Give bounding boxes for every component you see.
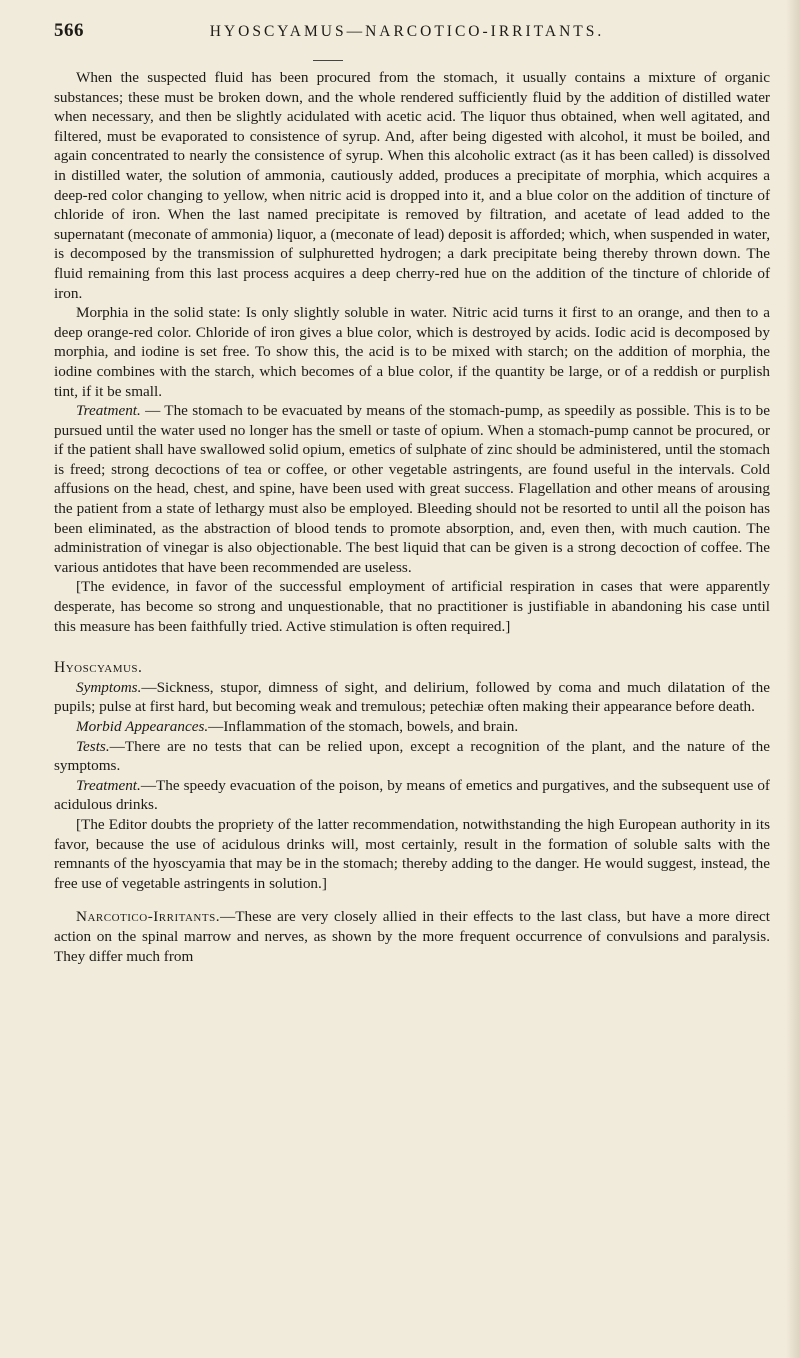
paragraph-hyoscyamus-treatment [54, 776, 770, 815]
treatment-text: — The stomach to be evacuated by means of the stomach-pump, as speedily as possible. This is to be pursued until the water used no longer has the smell or taste of opium. When a stomach-pump cannot be procured, or if the patient shall have swallowed solid opium, emetics of sulphate of zinc should be administered, until the stomach is freed; strong decoctions of tea or coffee, or other vegetable astringents, are found useful in the intervals. Cold affusions on the head, chest, and spine, have been used with great success. Flagellation and other means of arousing the patient from a state of lethargy must also be employed. Bleeding should not be resorted to until all the poison has been eliminated, as the abstraction of blood tends to promote absorption, and, even then, with much caution. The administration of vinegar is also objectionable. The best liquid that can be given is a strong decoction of coffee. The various antidotes that have been recommended are useless. [54, 402, 770, 576]
running-head: HYOSCYAMUS—NARCOTICO-IRRITANTS. [209, 23, 605, 40]
header-ornament-rule [313, 60, 343, 61]
page-edge-stain [786, 0, 800, 1358]
page-number: 566 [54, 20, 84, 41]
paragraph-tests [54, 737, 770, 776]
morbid-label: Morbid Appearances. [76, 718, 209, 735]
paragraph-artificial-respiration: [The evidence, in favor of the successful employment of artificial respiration in cases that were apparently desperate, has become so strong and unquestionable, that no practitioner is justifiable in abandoning his case until this measure has been faithfully tried. Active stimulation is often required.] [54, 578, 770, 635]
paragraph-symptoms [54, 678, 770, 717]
morbid-text: —Inflammation of the stomach, bowels, and brain. [208, 718, 519, 735]
paragraph-narcotico-irritants [54, 907, 770, 966]
hyoscyamus-treatment-label: Treatment. [76, 776, 141, 794]
paragraph-editor-note: [The Editor doubts the propriety of the latter recommendation, notwithstanding the high European authority in its favor, because the use of acidulous drinks will, most certainly, result in the formation of soluble salts with the remnants of the hyoscyamia that may be in the stomach; thereby adding to the danger. He would suggest, instead, the free use of vegetable astringents in solution.] [54, 815, 770, 892]
page-header [54, 20, 760, 52]
narcotico-text: —These are very closely allied in their effects to the last class, but have a more direct action on the spinal marrow and nerves, as shown by the more frequent occurrence of convulsions and paralysis. They differ much from [54, 908, 770, 965]
paragraph-morphia-solid: Morphia in the solid state: Is only slightly soluble in water. Nitric acid turns it first to an orange, and then to a deep orange-red color. Chloride of iron gives a blue color, which is destroyed by acids. Iodic acid is decomposed by morphia, and iodine is set free. To show this, the acid is to be mixed with starch; on the addition of morphia, the iodine combines with the starch, which becomes of a blue color, if the quantity be large, or of a reddish or purplish tint, if it be small. [54, 304, 770, 400]
paragraph-opium-treatment [54, 401, 770, 577]
treatment-label: Treatment. [76, 402, 141, 420]
page-body [54, 68, 770, 966]
section-title-hyoscyamus: Hyoscyamus. [54, 659, 143, 677]
symptoms-text: —Sickness, stupor, dimness of sight, and delirium, followed by coma and much dilatation of the pupils; pulse at first hard, but becoming weak and tremulous; petechiæ often making their appearance before death. [54, 678, 770, 716]
paragraph-detection-procedure: When the suspected fluid has been procured from the stomach, it usually contains a mixture of organic substances; these must be broken down, and the whole rendered sufficiently fluid by the addition of distilled water when necessary, and then be slightly acidulated with acetic acid. The liquor thus obtained, when well agitated, and filtered, must be evaporated to consistence of syrup. And, after being digested with alcohol, it must be boiled, and again concentrated to nearly the consistence of syrup. When this alcoholic extract (as it has been called) is dissolved in distilled water, the solution of ammonia, cautiously added, produces a precipitate of morphia, which acquires a deep-red color changing to yellow, when nitric acid is dropped into it, and a blue color on the addition of tincture of chloride of iron. When the last named precipitate is removed by filtration, and acetate of lead added to the supernatant (meconate of ammonia) liquor, a (meconate of lead) deposit is afforded; which, when suspended in water, is decomposed by the transmission of sulphuretted hydrogen; a dark precipitate being thereby thrown down. The fluid remaining from this last process acquires a deep cherry-red hue on the addition of the tincture of chloride of iron. [54, 69, 770, 302]
symptoms-label: Symptoms. [76, 678, 142, 696]
tests-label: Tests. [76, 737, 110, 755]
narcotico-label: Narcotico-Irritants. [76, 908, 221, 926]
tests-text: —There are no tests that can be relied upon, except a recognition of the plant, and the nature of the symptoms. [54, 737, 770, 775]
hyoscyamus-treatment-text: —The speedy evacuation of the poison, by means of emetics and purgatives, and the subsequent use of acidulous drinks. [54, 776, 770, 814]
paragraph-morbid-appearances [54, 717, 770, 737]
